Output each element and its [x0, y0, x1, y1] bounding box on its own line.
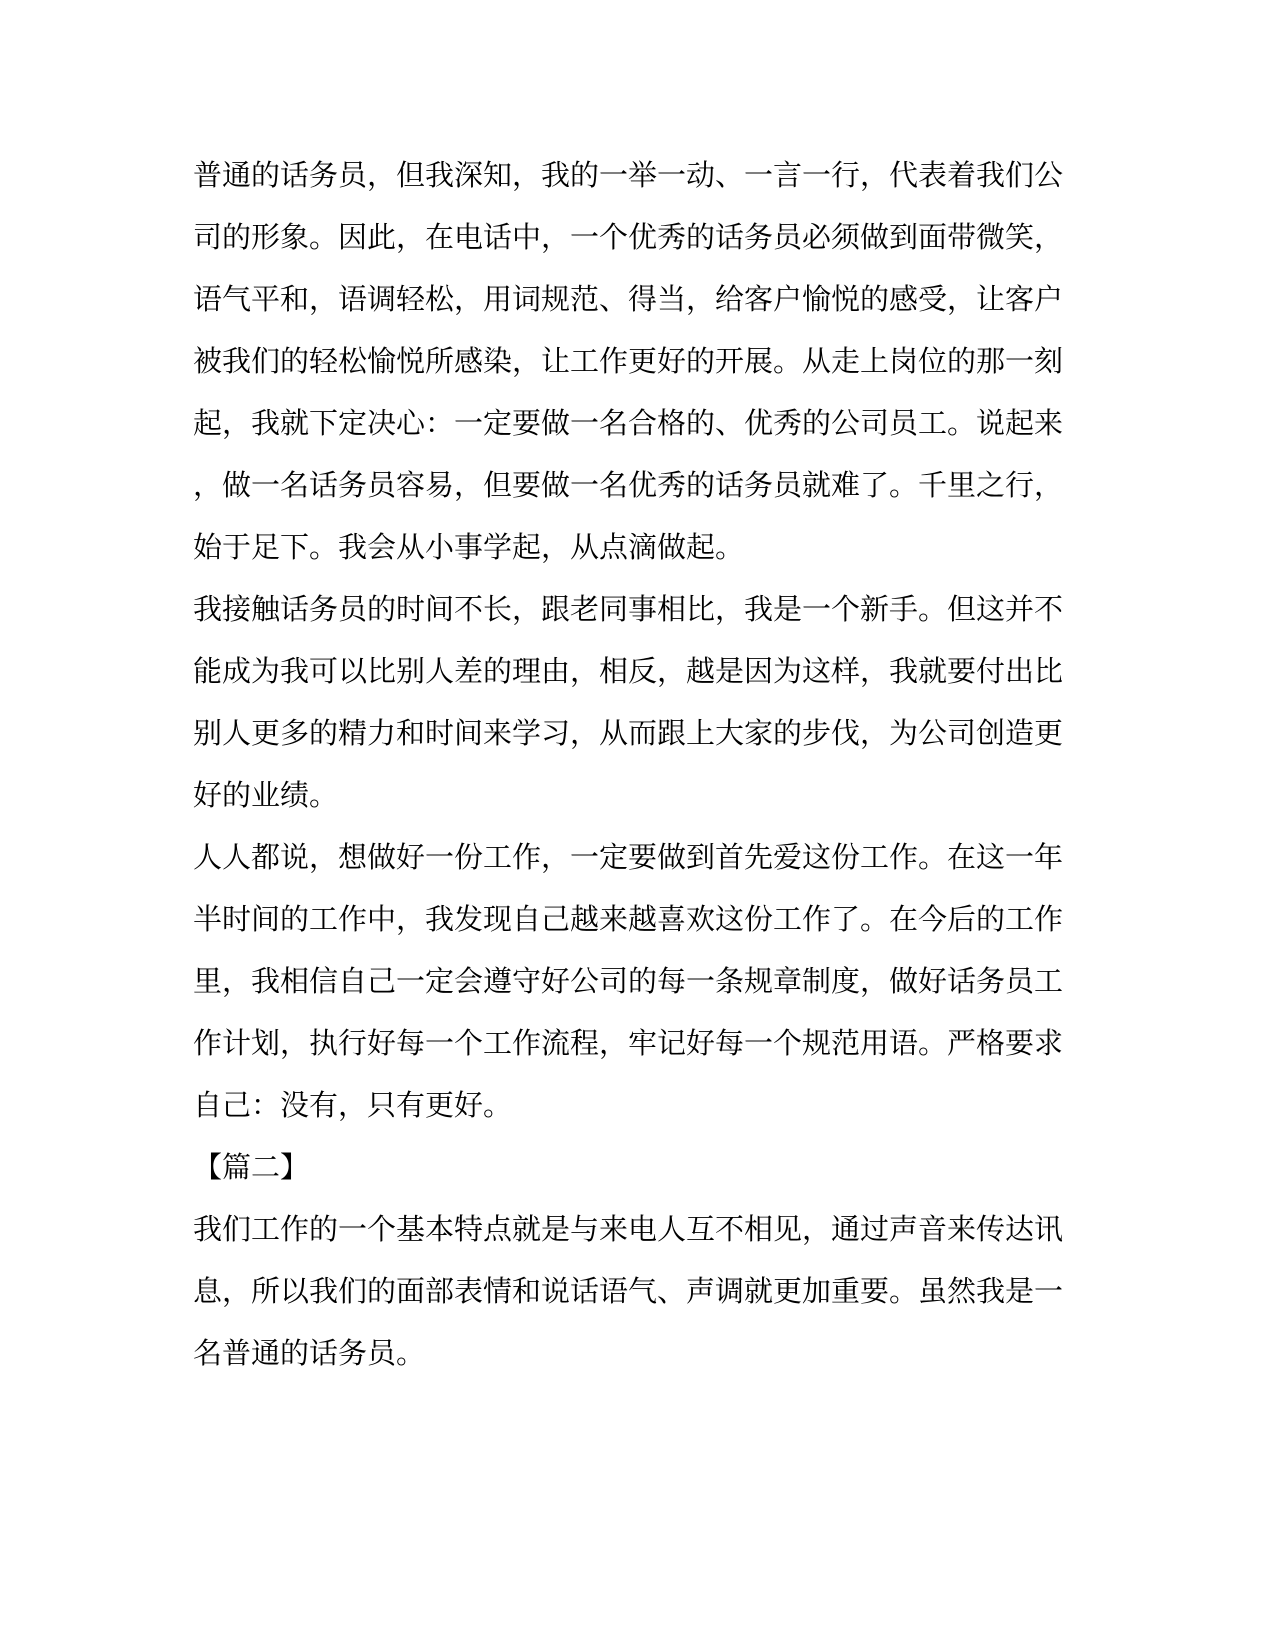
text-line: 作计划，执行好每一个工作流程，牢记好每一个规范用语。严格要求 — [193, 1026, 1064, 1060]
text-line: 我们工作的一个基本特点就是与来电人互不相见，通过声音来传达讯 — [193, 1212, 1064, 1246]
text-line: 被我们的轻松愉悦所感染，让工作更好的开展。从走上岗位的那一刻 — [193, 344, 1064, 378]
text-line: ，做一名话务员容易，但要做一名优秀的话务员就难了。千里之行， — [193, 468, 1064, 502]
text-line: 始于足下。我会从小事学起，从点滴做起。 — [193, 530, 745, 564]
text-line: 半时间的工作中，我发现自己越来越喜欢这份工作了。在今后的工作 — [193, 902, 1064, 936]
text-line: 起，我就下定决心：一定要做一名合格的、优秀的公司员工。说起来 — [193, 406, 1064, 440]
text-line: 能成为我可以比别人差的理由，相反，越是因为这样，我就要付出比 — [193, 654, 1064, 688]
text-line: 自己：没有，只有更好。 — [193, 1088, 513, 1122]
text-line: 别人更多的精力和时间来学习，从而跟上大家的步伐，为公司创造更 — [193, 716, 1064, 750]
text-line: 息，所以我们的面部表情和说话语气、声调就更加重要。虽然我是一 — [193, 1274, 1064, 1308]
text-line: 名普通的话务员。 — [193, 1336, 426, 1370]
text-line: 司的形象。因此，在电话中，一个优秀的话务员必须做到面带微笑， — [193, 220, 1064, 254]
text-line: 我接触话务员的时间不长，跟老同事相比，我是一个新手。但这并不 — [193, 592, 1064, 626]
text-line: 人人都说，想做好一份工作，一定要做到首先爱这份工作。在这一年 — [193, 840, 1064, 874]
text-line: 里，我相信自己一定会遵守好公司的每一条规章制度，做好话务员工 — [193, 964, 1064, 998]
text-line: 语气平和，语调轻松，用词规范、得当，给客户愉悦的感受，让客户 — [193, 282, 1064, 316]
text-line: 好的业绩。 — [193, 778, 339, 812]
text-line: 普通的话务员，但我深知，我的一举一动、一言一行，代表着我们公 — [193, 158, 1064, 192]
section-heading: 【篇二】 — [193, 1150, 310, 1184]
